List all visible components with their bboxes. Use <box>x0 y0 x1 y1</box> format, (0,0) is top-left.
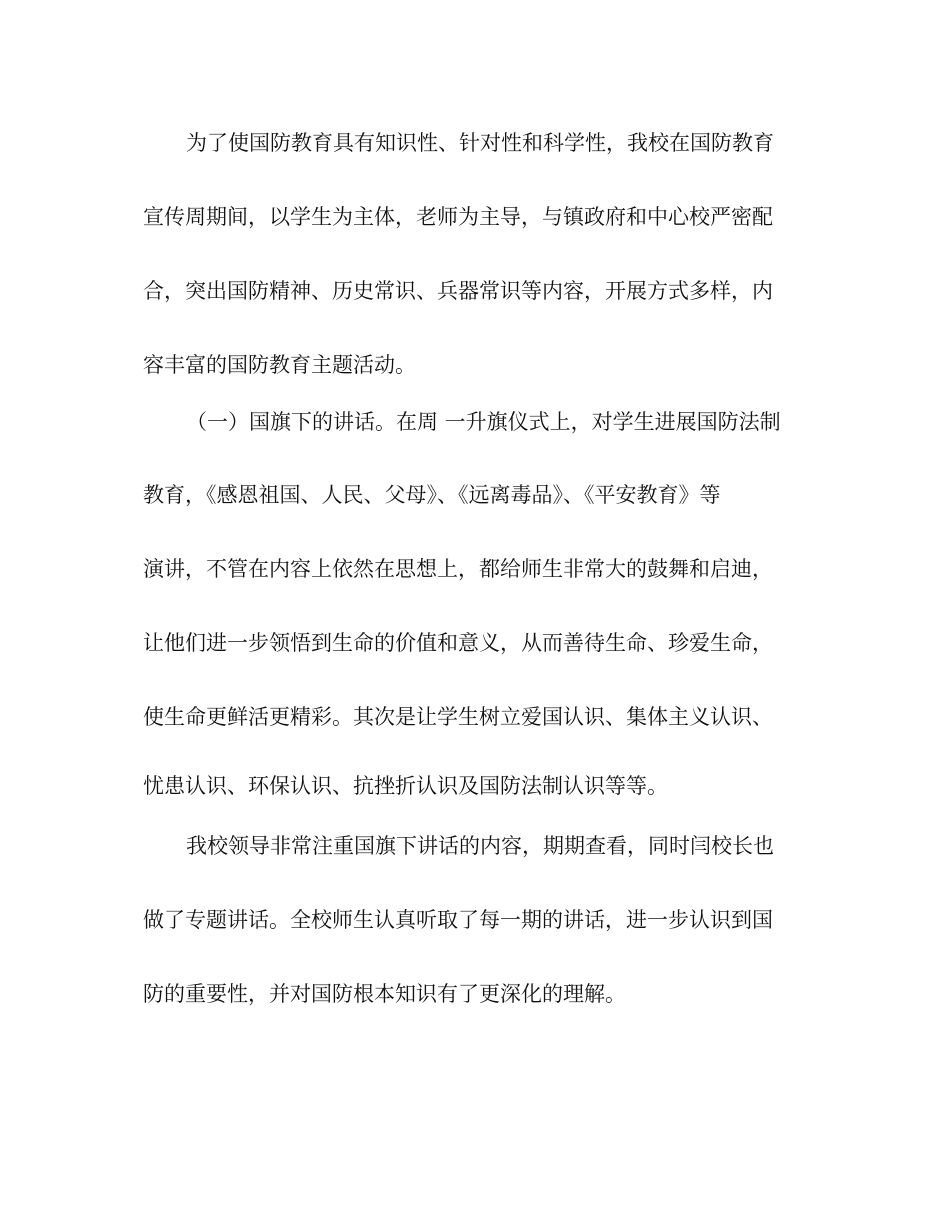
text-line: 让他们进一步领悟到生命的价值和意义，从而善待生命、珍爱生命， <box>143 631 773 655</box>
text-line: 教育，《感恩祖国、人民、父母》、《远离毒品》、《平安教育》等 <box>143 483 721 507</box>
text-line: 为了使国防教育具有知识性、针对性和科学性，我校在国防教育 <box>186 131 774 155</box>
text-line: 使生命更鲜活更精彩。其次是让学生树立爱国认识、集体主义认识、 <box>143 705 773 729</box>
text-line: 宣传周期间，以学生为主体，老师为主导，与镇政府和中心校严密配 <box>143 205 773 229</box>
text-line: 做了专题讲话。全校师生认真听取了每一期的讲话，进一步认识到国 <box>143 908 773 932</box>
text-line: 忧患认识、环保认识、抗挫折认识及国防法制认识等等。 <box>143 774 668 798</box>
text-line: 防的重要性，并对国防根本知识有了更深化的理解。 <box>143 982 626 1006</box>
text-line: 容丰富的国防教育主题活动。 <box>143 353 416 377</box>
text-line: 我校领导非常注重国旗下讲话的内容，期期查看，同时闫校长也 <box>186 834 774 858</box>
text-line: （一）国旗下的讲话。在周 一升旗仪式上，对学生进展国防法制 <box>186 410 781 434</box>
text-line: 合，突出国防精神、历史常识、兵器常识等内容，开展方式多样，内 <box>143 279 773 303</box>
text-line: 演讲，不管在内容上依然在思想上，都给师生非常大的鼓舞和启迪， <box>143 557 773 581</box>
